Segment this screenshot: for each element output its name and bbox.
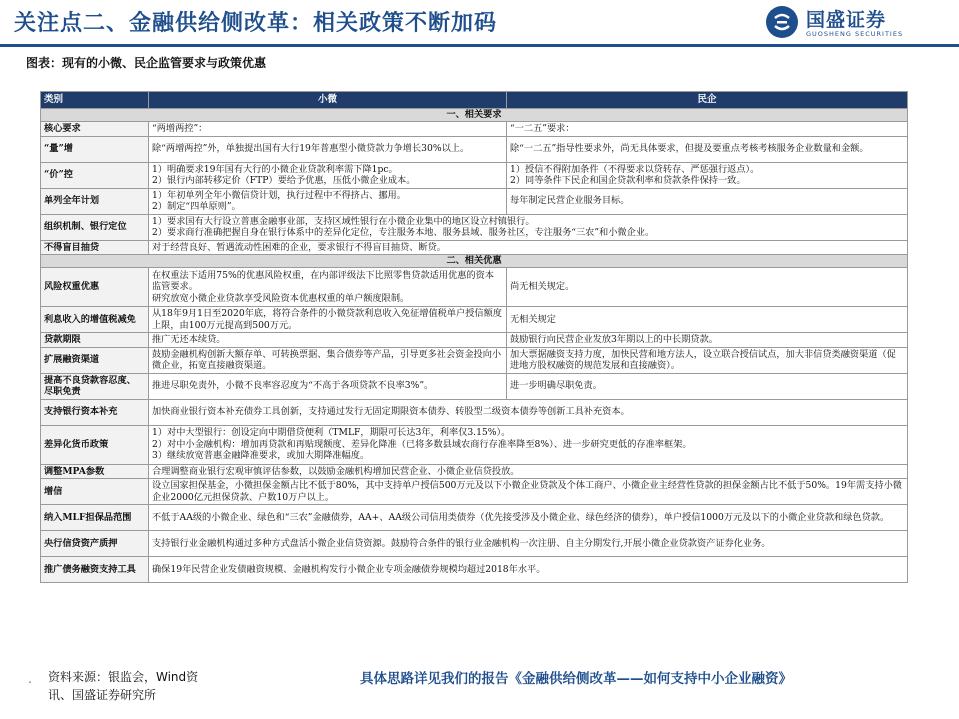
table-row xyxy=(41,479,908,505)
row-category: 核心要求 xyxy=(41,122,149,137)
figure-caption: 图表：现有的小微、民企监管要求与政策优惠 xyxy=(26,56,267,70)
row-category: 扩展融资渠道 xyxy=(41,347,149,373)
private-enterprise-cell: 鼓励银行向民营企业发放3年期以上的中长期贷款。 xyxy=(507,333,908,348)
page-title: 关注点二、金融供给侧改革：相关政策不断加码 xyxy=(14,11,498,36)
table-row xyxy=(41,240,908,255)
col-header-private: 民企 xyxy=(507,92,908,109)
merged-cell: 设立国家担保基金，小微担保金额占比不低于80%，其中支持单户授信500万元及以下小微企业贷款及个体工商户、小微企业主经营性贷款的担保金额占比不低于50%。19年需支持小微企业2000亿元担保贷款、户数10万户以上。 xyxy=(149,479,908,505)
section-title: 二、相关优惠 xyxy=(41,255,908,268)
small-micro-cell: 鼓励金融机构创新大额存单、可转换票据、集合债券等产品，引导更多社会资金投向小微企业，拓宽直接融资渠道。 xyxy=(149,347,507,373)
private-enterprise-cell: “一二五”要求： xyxy=(507,122,908,137)
logo-icon xyxy=(766,6,798,38)
small-micro-cell: 从18年9月1日至2020年底，将符合条件的小微贷款利息收入免征增值税单户授信额度上限，由100万元提高到500万元。 xyxy=(149,307,507,333)
merged-cell: 对于经营良好、暂遇流动性困难的企业，要求银行不得盲目抽贷、断贷。 xyxy=(149,240,908,255)
bullet-dot: . xyxy=(28,672,32,686)
small-micro-cell: 推广无还本续贷。 xyxy=(149,333,507,348)
header-bar xyxy=(0,0,959,46)
table-row xyxy=(41,333,908,348)
table-row xyxy=(41,505,908,531)
merged-cell: 不低于AA级的小微企业、绿色和“三农”金融债券，AA+、AA级公司信用类债券（优先接受涉及小微企业、绿色经济的债券），单户授信1000万元及以下的小微企业贷款和绿色贷款。 xyxy=(149,505,908,531)
private-enterprise-cell: 无相关规定 xyxy=(507,307,908,333)
policy-table-grid xyxy=(40,91,908,583)
merged-cell: 1）要求国有大行设立普惠金融事业部，支持区域性银行在小微企业集中的地区设立村镇银行。 2）要求商行准确把握自身在银行体系中的差异化定位，专注服务本地、服务县域、服务社区，专注服务“三农”和小微企业。 xyxy=(149,214,908,240)
policy-table xyxy=(40,91,907,652)
row-category: 提高不良贷款容忍度、尽职免责 xyxy=(41,373,149,399)
row-category: 支持银行资本补充 xyxy=(41,399,149,425)
table-row xyxy=(41,399,908,425)
private-enterprise-cell: 加大票据融资支持力度，加快民营和地方法人，设立联合授信试点，加大非信贷类融资渠道（促进地方股权融资的规范发展和直接融资）。 xyxy=(507,347,908,373)
table-row xyxy=(41,188,908,214)
logo-english: GUOSHENG SECURITIES xyxy=(806,30,904,38)
row-category: 组织机制、银行定位 xyxy=(41,214,149,240)
small-micro-cell: 除“两增两控”外，单独提出国有大行19年普惠型小微贷款力争增长30%以上。 xyxy=(149,136,507,162)
table-row xyxy=(41,307,908,333)
table-header-row xyxy=(41,92,908,109)
merged-cell: 加快商业银行资本补充债券工具创新，支持通过发行无固定期限资本债券、转股型二级资本债券等创新工具补充资本。 xyxy=(149,399,908,425)
table-row xyxy=(41,136,908,162)
header-rule xyxy=(0,44,959,47)
logo-name: 国盛证券 xyxy=(806,9,887,31)
row-category: 推广债务融资支持工具 xyxy=(41,557,149,583)
row-category: 纳入MLF担保品范围 xyxy=(41,505,149,531)
source-note xyxy=(48,668,198,704)
row-category: 贷款期限 xyxy=(41,333,149,348)
table-row xyxy=(41,531,908,557)
table-body xyxy=(41,109,908,583)
table-row xyxy=(41,347,908,373)
section-header-row xyxy=(41,109,908,122)
small-micro-cell: “两增两控”： xyxy=(149,122,507,137)
small-micro-cell: 1）明确要求19年国有大行的小微企业贷款利率需下降1pc。 2）银行内部转移定价（FTP）要给予优惠，压低小微企业成本。 xyxy=(149,162,507,188)
row-category: “价”控 xyxy=(41,162,149,188)
small-micro-cell: 在权重法下适用75%的优惠风险权重，在内部评级法下比照零售贷款适用优惠的资本监管要求。 研究放宽小微企业贷款享受风险资本优惠权重的单户额度限制。 xyxy=(149,268,507,307)
report-reference: 具体思路详见我们的报告《金融供给侧改革——如何支持中小企业融资》 xyxy=(360,671,792,687)
row-category: 风险权重优惠 xyxy=(41,268,149,307)
small-micro-cell: 1）年初单列全年小微信贷计划，执行过程中不得挤占、挪用。 2）制定“四单原则”。 xyxy=(149,188,507,214)
table-row xyxy=(41,214,908,240)
merged-cell: 合理调整商业银行宏观审慎评估参数，以鼓励金融机构增加民营企业、小微企业信贷投放。 xyxy=(149,464,908,479)
row-category: 单列全年计划 xyxy=(41,188,149,214)
section-title: 一、相关要求 xyxy=(41,109,908,122)
merged-cell: 1）对中大型银行：创设定向中期借贷便利（TMLF，期限可长达3年，利率仅3.15%）。 2）对中小金融机构：增加再贷款和再贴现额度、差异化降准（已将多数县域农商行存准率降至8%）、进一步研究更低的存准率框架。 3）继续放宽普惠金融降准要求，或加大期降准幅度。 xyxy=(149,425,908,464)
table-row xyxy=(41,268,908,307)
row-category: 增信 xyxy=(41,479,149,505)
merged-cell: 确保19年民营企业发债融资规模、金融机构发行小微企业专项金融债券规模均超过2018年水平。 xyxy=(149,557,908,583)
private-enterprise-cell: 1）授信不得附加条件（不得要求以贷转存、严惩强行返点）。 2）同等条件下民企和国企贷款利率和贷款条件保持一致。 xyxy=(507,162,908,188)
private-enterprise-cell: 进一步明确尽职免责。 xyxy=(507,373,908,399)
private-enterprise-cell: 尚无相关规定。 xyxy=(507,268,908,307)
table-row xyxy=(41,122,908,137)
row-category: 调整MPA参数 xyxy=(41,464,149,479)
company-logo xyxy=(766,4,941,42)
table-row xyxy=(41,162,908,188)
table-row xyxy=(41,425,908,464)
section-header-row xyxy=(41,255,908,268)
source-line-2: 讯、国盛证券研究所 xyxy=(48,688,157,702)
private-enterprise-cell: 除“一二五”指导性要求外，尚无具体要求，但提及要重点考核考核服务企业数量和金额。 xyxy=(507,136,908,162)
row-category: 不得盲目抽贷 xyxy=(41,240,149,255)
source-line-1: 资料来源：银监会，Wind资 xyxy=(48,670,199,684)
col-header-category: 类别 xyxy=(41,92,149,109)
merged-cell: 支持银行业金融机构通过多种方式盘活小微企业信贷资源。鼓励符合条件的银行业金融机构一次注册、自主分期发行,开展小微企业贷款资产证券化业务。 xyxy=(149,531,908,557)
row-category: 利息收入的增值税减免 xyxy=(41,307,149,333)
private-enterprise-cell: 每年制定民营企业服务目标。 xyxy=(507,188,908,214)
col-header-small: 小微 xyxy=(149,92,507,109)
row-category: “量”增 xyxy=(41,136,149,162)
small-micro-cell: 推进尽职免责外，小微不良率容忍度为“不高于各项贷款不良率3%”。 xyxy=(149,373,507,399)
table-row xyxy=(41,373,908,399)
row-category: 差异化货币政策 xyxy=(41,425,149,464)
row-category: 央行信贷资产质押 xyxy=(41,531,149,557)
table-row xyxy=(41,557,908,583)
table-row xyxy=(41,464,908,479)
